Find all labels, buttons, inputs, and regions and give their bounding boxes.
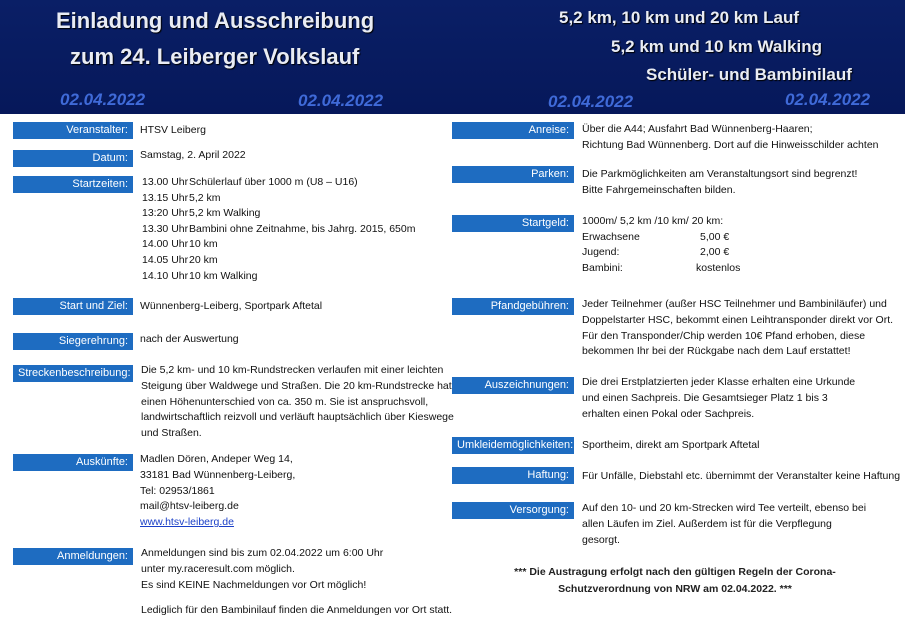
value-anreise: Über die A44; Ausfahrt Bad Wünnenberg-Haaren; Richtung Bad Wünnenberg. Dort auf die Hinweisschilder achten <box>582 123 879 151</box>
startgeld-row: Erwachsene 5,00 € <box>582 230 730 243</box>
subtitle-line-3: Schüler- und Bambinilauf <box>646 65 852 84</box>
date-1: 02.04.2022 <box>60 90 146 109</box>
label-umkleidemoeglichkeiten: Umkleidemöglichkeiten: <box>452 437 574 454</box>
value-start-ziel: Wünnenberg-Leiberg, Sportpark Aftetal <box>140 300 323 312</box>
value-haftung: Für Unfälle, Diebstahl etc. übernimmt der Veranstalter keine Haftung <box>582 470 901 482</box>
date-2: 02.04.2022 <box>298 91 384 110</box>
label-pfandgebuehren: Pfandgebühren: <box>452 298 574 315</box>
value-auszeichnungen: Die drei Erstplatzierten jeder Klasse erhalten eine Urkunde und einen Sachpreis. Die Gesamtsieger Platz 1 bis 3 erhalten einen Pokal oder Sachpreis. <box>582 376 856 420</box>
value-versorgung: Auf den 10- und 20 km-Strecken wird Tee verteilt, ebenso bei allen Läufen im Ziel. Außerdem ist für die Verpflegung gesorgt. <box>582 502 867 546</box>
value-anmeldungen: Anmeldungen sind bis zum 02.04.2022 um 6:00 Uhr unter my.raceresult.com möglich. Es sind KEINE Nachmeldungen vor Ort möglich! Lediglich für den Bambinilauf finden die Anmeldungen vor Ort statt. <box>141 547 453 617</box>
label-parken: Parken: <box>452 166 574 183</box>
title-line-1: Einladung und Ausschreibung <box>56 8 375 33</box>
label-versorgung: Versorgung: <box>452 502 574 519</box>
value-siegerehrung: nach der Auswertung <box>140 333 239 345</box>
value-umkleidemoeglichkeiten: Sportheim, direkt am Sportpark Aftetal <box>582 439 760 451</box>
label-streckenbeschreibung: Streckenbeschreibung: <box>13 365 133 382</box>
label-start-ziel: Start und Ziel: <box>13 298 133 315</box>
label-veranstalter: Veranstalter: <box>13 122 133 139</box>
startzeiten-list <box>142 175 415 284</box>
subtitle-line-1: 5,2 km, 10 km und 20 km Lauf <box>559 8 799 27</box>
label-anmeldungen: Anmeldungen: <box>13 548 133 565</box>
label-startzeiten: Startzeiten: <box>13 176 133 193</box>
startzeit-row: 13:20 Uhr 5,2 km Walking <box>142 207 261 220</box>
value-datum: Samstag, 2. April 2022 <box>140 149 246 161</box>
date-4: 02.04.2022 <box>785 90 871 109</box>
startgeld-row: Bambini: kostenlos <box>582 261 741 274</box>
header-banner <box>0 0 905 114</box>
value-streckenbeschreibung: Die 5,2 km- und 10 km-Rundstrecken verlaufen mit einer leichten Steigung über Waldwege und Straßen. Die 20 km-Rundstrecke hat einen Höhenunterschied von ca. 350 m. Sie ist anspruchsvoll, landwirtschaftlich reizvoll und verläuft hauptsächlich über Kieswege und Straßen. <box>141 364 454 440</box>
value-startgeld: 1000m/ 5,2 km /10 km/ 20 km: Erwachsene 5,00 € Jugend: 2,00 € Bambini: kostenlos <box>582 214 740 276</box>
corona-note: *** Die Austragung erfolgt nach den gültigen Regeln der Corona- Schutzverordnung von NRW am 02.04.2022. *** <box>514 566 836 595</box>
startzeit-row: 13.30 Uhr Bambini ohne Zeitnahme, bis Jahrg. 2015, 650m <box>142 222 416 235</box>
label-datum: Datum: <box>13 150 133 167</box>
startzeit-row: 14.00 Uhr 10 km <box>142 238 218 251</box>
label-anreise: Anreise: <box>452 122 574 139</box>
startzeit-row: 14.10 Uhr 10 km Walking <box>142 269 258 282</box>
startzeit-row: 13.15 Uhr 5,2 km <box>142 191 221 204</box>
value-parken: Die Parkmöglichkeiten am Veranstaltungsort sind begrenzt! Bitte Fahrgemeinschaften bilden. <box>582 168 858 196</box>
label-auszeichnungen: Auszeichnungen: <box>452 377 574 394</box>
label-haftung: Haftung: <box>452 467 574 484</box>
startzeit-row: 14.05 Uhr 20 km <box>142 253 218 266</box>
date-3: 02.04.2022 <box>548 92 634 111</box>
title-line-2: zum 24. Leiberger Volkslauf <box>70 44 360 69</box>
subtitle-line-2: 5,2 km und 10 km Walking <box>611 37 822 56</box>
label-startgeld: Startgeld: <box>452 215 574 232</box>
website-link[interactable]: www.htsv-leiberg.de <box>140 516 234 529</box>
label-siegerehrung: Siegerehrung: <box>13 333 133 350</box>
value-auskuenfte: Madlen Dören, Andeper Weg 14, 33181 Bad Wünnenberg-Leiberg, Tel: 02953/1861 mail@htsv-leiberg.de www.htsv-leiberg.de <box>140 453 296 529</box>
value-pfandgebuehren: Jeder Teilnehmer (außer HSC Teilnehmer und Bambiniläufer) und Doppelstarter HSC, bekommt einen Leihtransponder direkt vor Ort. Für den Transponder/Chip werden 10€ Pfand erhoben, diese bekommen Ihr bei der Rückgabe nach dem Lauf erstattet! <box>582 298 894 358</box>
label-auskuenfte: Auskünfte: <box>13 454 133 471</box>
value-veranstalter: HTSV Leiberg <box>140 124 206 136</box>
startzeit-row: 13.00 Uhr Schülerlauf über 1000 m (U8 – U16) <box>142 176 358 188</box>
startgeld-row: Jugend: 2,00 € <box>582 246 730 259</box>
